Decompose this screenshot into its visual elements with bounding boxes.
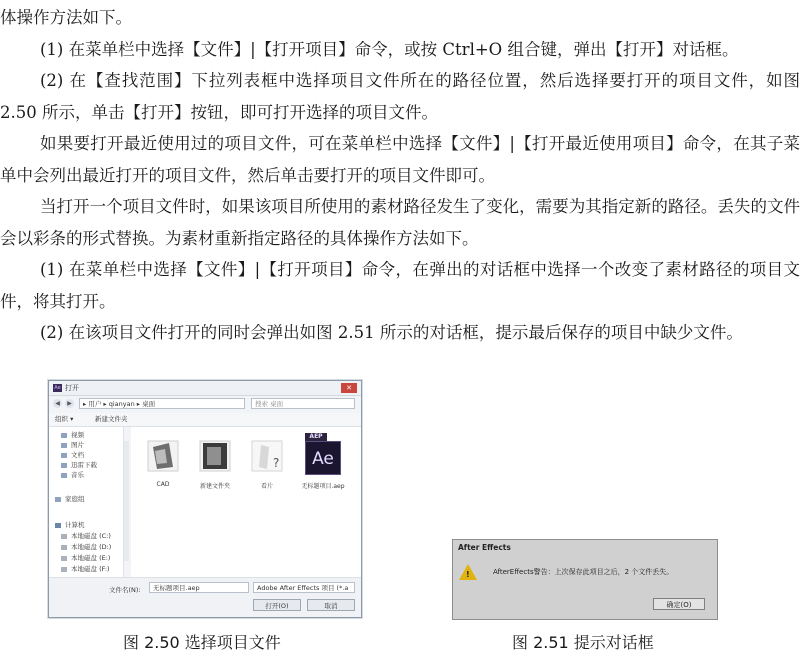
homegroup-icon [55,497,61,502]
filetype-select[interactable]: Adobe After Effects 项目 (*.a [253,582,355,593]
nav-item-documents[interactable]: 文档 [61,451,84,460]
filename-input[interactable]: 无标题项目.aep [149,582,249,593]
file-list [131,427,361,577]
drive-icon [61,534,67,539]
download-icon [61,463,67,468]
nav-item-drive-e[interactable]: 本地磁盘 (E:) [61,554,110,563]
ae-app-icon: Ae [54,385,61,391]
music-icon [61,473,67,478]
dialog-toolbar [49,413,361,427]
folder-thumbnail-icon [249,433,285,475]
address-row [49,397,361,411]
nav-item-music[interactable]: 音乐 [61,471,84,480]
nav-item-video[interactable]: 视频 [61,431,84,440]
picture-icon [61,443,67,448]
alert-dialog [452,539,718,620]
nav-item-homegroup[interactable]: 家庭组 [55,495,85,504]
drive-icon [61,545,67,550]
paragraph: 当打开一个项目文件时，如果该项目所使用的素材路径发生了变化，需要为其指定新的路径。丢失的文件会以彩条的形式替换。为素材重新指定路径的具体操作方法如下。 [0,197,800,248]
open-dialog [48,380,362,618]
file-item-aep[interactable] [299,433,347,493]
paragraph: (1) 在菜单栏中选择【文件】|【打开项目】命令，在弹出的对话框中选择一个改变了素材路径的项目文件，将其打开。 [0,260,800,311]
filename-label: 文件名(N): [109,586,141,594]
folder-thumbnail-icon [197,433,233,475]
document-icon [61,453,67,458]
forward-arrow-icon[interactable]: ▶ [65,399,74,408]
cancel-button[interactable]: 取消 [307,599,355,611]
ae-logo-icon: Ae [305,441,341,475]
video-icon [61,433,67,438]
nav-item-drive-c[interactable]: 本地磁盘 (C:) [61,532,111,541]
warning-mark: ! [466,570,470,579]
dialog-footer [49,577,361,618]
computer-icon [55,523,61,528]
new-folder-button[interactable]: 新建文件夹 [95,415,128,423]
nav-item-pictures[interactable]: 图片 [61,441,84,450]
address-bar[interactable]: ▸ 用户 ▸ qianyan ▸ 桌面 [79,398,245,409]
ok-button[interactable]: 确定(O) [653,598,705,610]
body-text [0,2,800,349]
nav-item-computer[interactable]: 计算机 [55,521,85,530]
nav-item-downloads[interactable]: 迅雷下载 [61,461,97,470]
file-label: 无标题项目.aep [301,483,345,490]
figure-caption-2-51: 图 2.51 提示对话框 [512,633,654,652]
search-input[interactable]: 搜索 桌面 [251,398,355,409]
folder-item-new[interactable] [191,433,239,493]
dialog-titlebar [49,381,361,396]
back-arrow-icon[interactable]: ◀ [53,399,62,408]
paragraph: (1) 在菜单栏中选择【文件】|【打开项目】命令，或按 Ctrl+O 组合键，弹出【打开】对话框。 [40,39,739,59]
folder-thumbnail-icon [145,433,181,475]
folder-item-kanpian[interactable] [243,433,291,493]
file-label: CAD [156,481,170,488]
paragraph: (2) 在【查找范围】下拉列表框中选择项目文件所在的路径位置，然后选择要打开的项目文件，如图 2.50 所示，单击【打开】按钮，即可打开选择的项目文件。 [0,71,800,122]
navigation-pane [49,427,124,577]
alert-title: After Effects [458,543,511,552]
folder-item-cad[interactable] [139,433,187,493]
aep-file-icon [305,433,341,477]
nav-item-drive-d[interactable]: 本地磁盘 (D:) [61,543,111,552]
nav-item-drive-f[interactable]: 本地磁盘 (F:) [61,565,110,574]
file-label: 新建文件夹 [199,483,230,490]
file-label: 看片 [260,483,273,490]
close-button[interactable]: ✕ [341,383,357,393]
drive-icon [61,567,67,572]
paragraph: 如果要打开最近使用过的项目文件，可在菜单栏中选择【文件】|【打开最近使用项目】命令，在其子菜单中会列出最近打开的项目文件，然后单击要打开的项目文件即可。 [0,134,800,185]
open-button[interactable]: 打开(O) [253,599,301,611]
paragraph: 体操作方法如下。 [0,8,132,27]
paragraph: (2) 在该项目文件打开的同时会弹出如图 2.51 所示的对话框，提示最后保存的项目中缺少文件。 [40,323,743,342]
aep-tag: AEP [305,433,327,441]
nav-scrollbar[interactable] [124,441,129,561]
alert-message: AfterEffects警告：上次保存此项目之后，2 个文件丢失。 [493,568,674,576]
svg-text:?: ? [273,456,280,470]
organize-button[interactable]: 组织 ▾ [55,415,74,423]
figure-caption-2-50: 图 2.50 选择项目文件 [123,633,281,652]
dialog-title: 打开 [65,384,79,392]
drive-icon [61,556,67,561]
